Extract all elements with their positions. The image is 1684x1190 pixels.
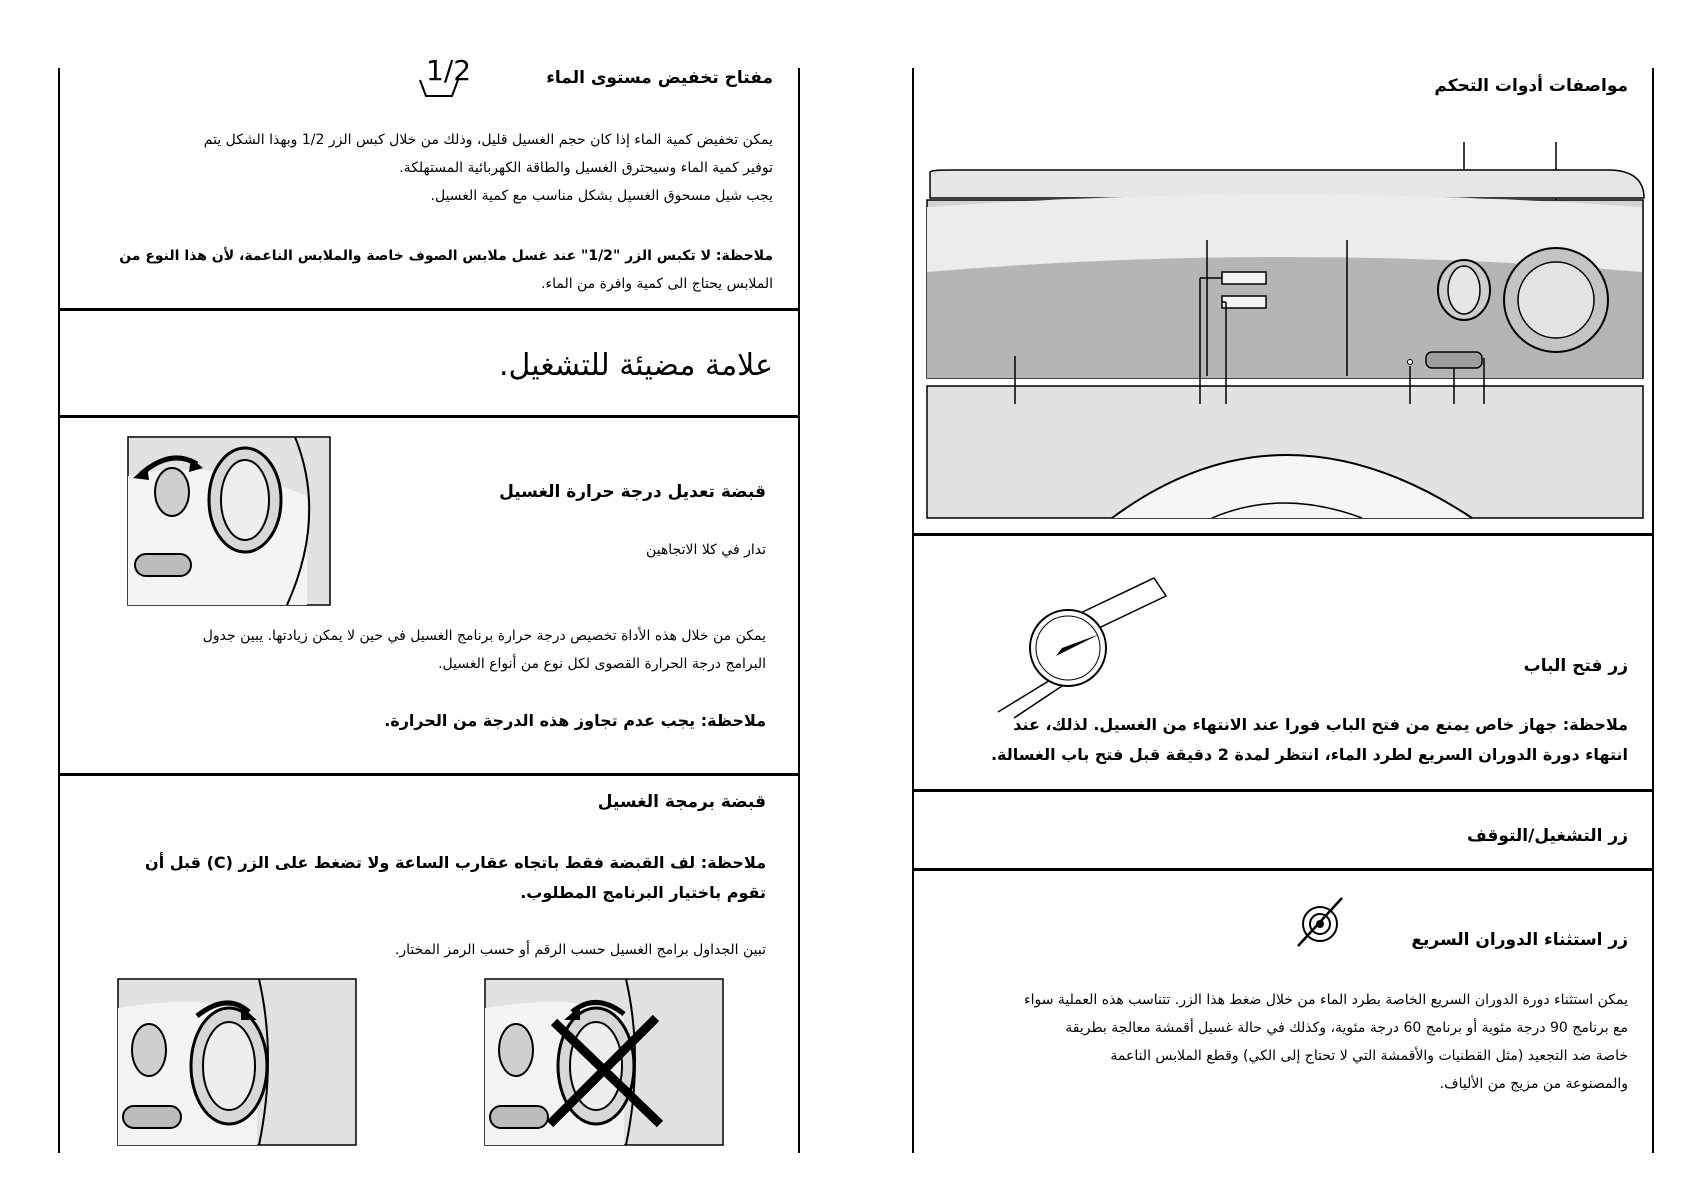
paragraph-line: يجب شيل مسحوق الغسيل بشكل مناسب مع كمية الغسيل. [430, 188, 773, 204]
section-divider [912, 533, 1654, 536]
paragraph-line: البرامج درجة الحرارة القصوى لكل نوع من أنواع الغسيل. [438, 656, 766, 672]
left-column-divider [798, 68, 800, 1153]
water-level-description [83, 126, 773, 210]
note-line: ملاحظة: جهاز خاص يمنع من فتح الباب فورا عند الانتهاء من الغسيل. لذلك، عند [1013, 715, 1628, 734]
paragraph-line: يمكن تخفيض كمية الماء إذا كان حجم الغسيل قليل، وذلك من خلال كبس الزر 1/2 وبهذا الشكل يتم [203, 132, 773, 148]
paragraph-line: يمكن من خلال هذه الأداة تخصيص درجة حرارة برنامج الغسيل في حين لا يمكن زيادتها. يبين جدول [202, 628, 766, 644]
spin-exclusion-title: زر استثناء الدوران السريع [1411, 930, 1628, 950]
note-line: الملابس يحتاج الى كمية وافرة من الماء. [541, 276, 773, 292]
temperature-description [76, 622, 766, 678]
spin-exclusion-description [908, 986, 1628, 1098]
section-divider [58, 308, 800, 311]
controls-title: مواصفات أدوات التحكم [1434, 76, 1628, 96]
right-column-edge [1652, 68, 1654, 1153]
section-divider [912, 789, 1654, 792]
water-level-note [73, 242, 773, 298]
door-note [908, 710, 1628, 770]
paragraph-line: خاصة ضد التجعيد (مثل القطنيات والأقمشة التي لا تحتاج إلى الكي) وقطع الملابس الناعمة [1110, 1048, 1628, 1064]
water-level-title: مفتاح تخفيض مستوى الماء [546, 68, 773, 88]
note-line: ملاحظة: لا تكبس الزر "1/2" عند غسل ملابس الصوف خاصة والملابس الناعمة، لأن هذا النوع من [119, 248, 773, 264]
section-divider [58, 773, 800, 776]
paragraph-line: والمصنوعة من مزيج من الألياف. [1439, 1076, 1628, 1092]
left-column-border [58, 68, 60, 1153]
programme-note [56, 848, 766, 908]
note-line: انتهاء دورة الدوران السريع لطرد الماء، انتظر لمدة 2 دقيقة قبل فتح باب الغسالة. [990, 745, 1628, 764]
door-title: زر فتح الباب [1523, 656, 1628, 676]
programme-description: تبين الجداول برامج الغسيل حسب الرقم أو حسب الرمز المختار. [394, 942, 766, 958]
section-divider [58, 415, 800, 418]
paragraph-line: توفير كمية الماء وسيحترق الغسيل والطاقة الكهربائية المستهلكة. [399, 160, 773, 176]
paragraph-line: مع برنامج 90 درجة مئوية أو برنامج 60 درجة مئوية، وكذلك في حالة غسيل أقمشة معالجة بطريقة [1065, 1020, 1628, 1036]
temperature-note: ملاحظة: يجب عدم تجاوز هذه الدرجة من الحرارة. [384, 711, 766, 730]
note-line: ملاحظة: لف القبضة فقط باتجاه عقارب الساعة ولا تضغط على الزر (C) قبل أن [145, 853, 766, 872]
indicator-light-title: علامة مضيئة للتشغيل. [499, 348, 773, 383]
half-icon-text: 1/2 [426, 54, 472, 87]
temperature-subtitle: تدار في كلا الاتجاهين [646, 542, 766, 558]
note-line: تقوم باختيار البرنامج المطلوب. [520, 883, 766, 902]
paragraph-line: يمكن استثناء دورة الدوران السريع الخاصة بطرد الماء من خلال ضغط هذا الزر. تتناسب هذه العملية سواء [1024, 992, 1628, 1008]
section-divider [912, 868, 1654, 871]
temperature-title: قبضة تعديل درجة حرارة الغسيل [499, 482, 766, 502]
programme-title: قبضة برمجة الغسيل [597, 792, 766, 812]
on-off-title: زر التشغيل/التوقف [1466, 826, 1628, 846]
